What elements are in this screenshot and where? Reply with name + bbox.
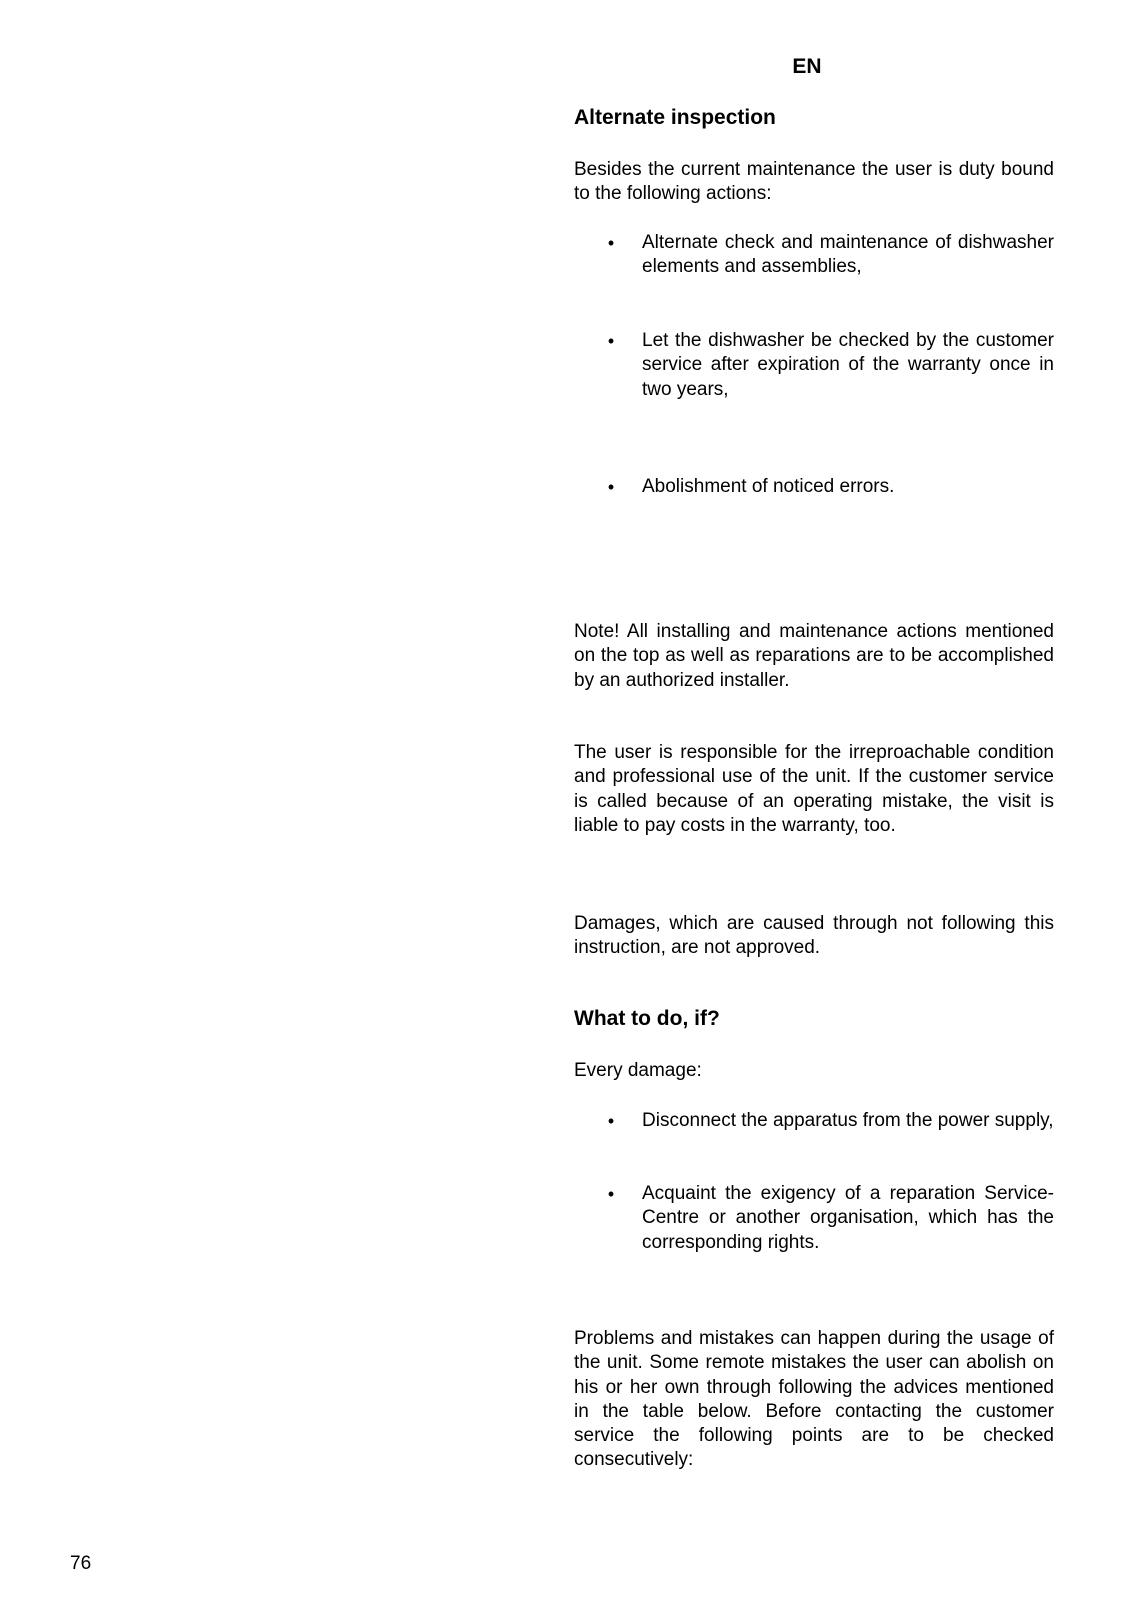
list-item (604, 1109, 1054, 1133)
list-item-text: Abolishment of noticed errors. (642, 476, 895, 497)
list-item (604, 329, 1054, 402)
every-damage-paragraph: Every damage: (574, 1060, 702, 1081)
note-paragraph: Note! All installing and maintenance actions mentioned on the top as well as reparations are to be accomplished by an authorized installer. (574, 621, 1054, 691)
page-number: 76 (70, 1553, 92, 1574)
list-item (604, 231, 1054, 280)
intro-paragraph: Besides the current maintenance the user is duty bound to the following actions: (574, 159, 1054, 205)
list-item-text: Disconnect the apparatus from the power supply, (642, 1110, 1054, 1131)
list-item (604, 475, 1054, 499)
bullet-icon: • (607, 1111, 615, 1131)
section-title-what-to-do: What to do, if? (574, 1007, 720, 1030)
list-item (604, 1182, 1054, 1255)
problems-paragraph: Problems and mistakes can happen during the usage of the unit. Some remote mistakes the user can abolish on his or her own through following the advices mentioned in the table below. Before contacting the customer service the following points are to be checked consecutively: (574, 1328, 1054, 1471)
bullet-icon: • (607, 1184, 615, 1204)
list-item-text: Alternate check and maintenance of dishwasher elements and assemblies, (642, 232, 1054, 278)
bullet-icon: • (607, 477, 615, 497)
section-title-alternate-inspection: Alternate inspection (574, 106, 776, 129)
damages-paragraph: Damages, which are caused through not following this instruction, are not approved. (574, 913, 1054, 959)
responsibility-paragraph: The user is responsible for the irreproachable condition and professional use of the unit. If the customer service is called because of an operating mistake, the visit is liable to pay costs in the warranty, too. (574, 742, 1054, 836)
list-item-text: Let the dishwasher be checked by the customer service after expiration of the warranty once in two years, (642, 330, 1054, 400)
language-code: EN (792, 55, 822, 78)
bullet-icon: • (607, 331, 615, 351)
bullet-icon: • (607, 233, 615, 253)
list-item-text: Acquaint the exigency of a reparation Service-Centre or another organisation, which has the corresponding rights. (642, 1183, 1054, 1253)
